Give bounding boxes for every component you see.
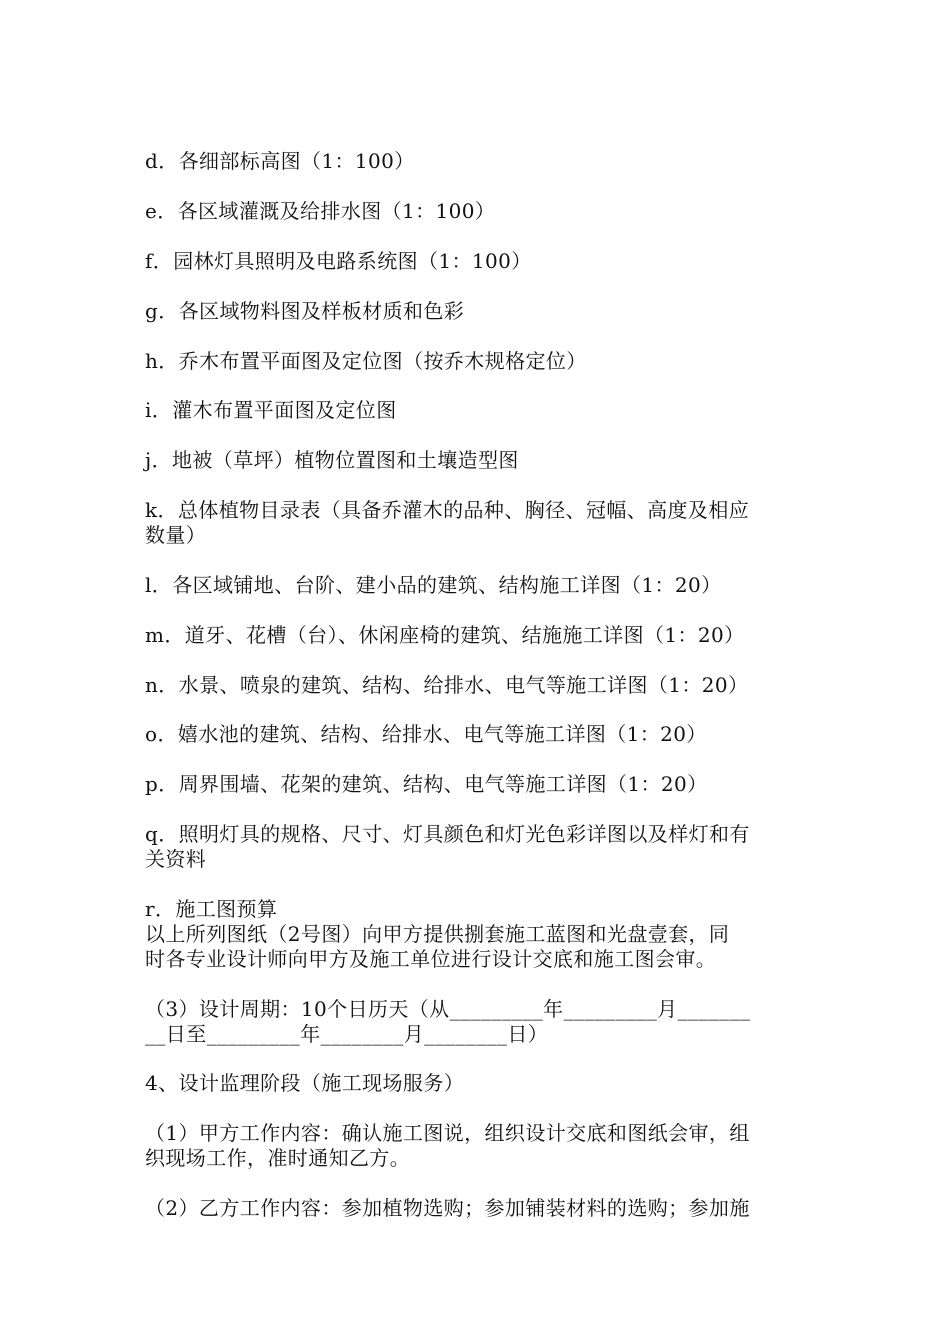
section-heading: 4、设计监理阶段（施工现场服务） [145, 1071, 465, 1095]
list-item-f: f．园林灯具照明及电路系统图（1：100） [145, 249, 532, 273]
list-item-l: l．各区域铺地、台阶、建小品的建筑、结构施工详图（1：20） [145, 573, 722, 597]
party-b-paragraph-line-1: （2）乙方工作内容：参加植物选购；参加铺装材料的选购；参加施 [145, 1196, 750, 1220]
list-item-h: h．乔木布置平面图及定位图（按乔木规格定位） [145, 349, 587, 373]
list-item-g: g．各区域物料图及样板材质和色彩 [145, 299, 465, 323]
list-item-k: k．总体植物目录表（具备乔灌木的品种、胸径、冠幅、高度及相应 [145, 498, 750, 522]
list-item-r: r．施工图预算 [145, 897, 278, 921]
list-item-n: n．水景、喷泉的建筑、结构、给排水、电气等施工详图（1：20） [145, 673, 749, 697]
design-period-line-1: （3）设计周期：10个日历天（从_________年_________月_______ [145, 997, 751, 1021]
design-period-line-2: __日至_________年________月________日） [145, 1022, 549, 1046]
list-item-d: d．各细部标高图（1：100） [145, 149, 415, 173]
list-item-e: e．各区域灌溉及给排水图（1：100） [145, 199, 496, 223]
list-item-m: m．道牙、花槽（台）、休闲座椅的建筑、结施施工详图（1：20） [145, 623, 745, 647]
list-item-j: j．地被（草坪）植物位置图和土壤造型图 [145, 448, 519, 472]
list-item-k-continued: 数量） [145, 523, 207, 547]
list-item-p: p．周界围墙、花架的建筑、结构、电气等施工详图（1：20） [145, 772, 708, 796]
list-item-q: q．照明灯具的规格、尺寸、灯具颜色和灯光色彩详图以及样灯和有 [145, 822, 750, 846]
summary-paragraph-line-2: 时各专业设计师向甲方及施工单位进行设计交底和施工图会审。 [145, 947, 717, 971]
list-item-o: o．嬉水池的建筑、结构、给排水、电气等施工详图（1：20） [145, 722, 707, 746]
list-item-i: i．灌木布置平面图及定位图 [145, 398, 397, 422]
summary-paragraph-line-1: 以上所列图纸（2号图）向甲方提供捌套施工蓝图和光盘壹套，同 [145, 922, 730, 946]
list-item-q-continued: 关资料 [145, 847, 207, 871]
party-a-paragraph-line-1: （1）甲方工作内容：确认施工图说，组织设计交底和图纸会审，组 [145, 1121, 750, 1145]
party-a-paragraph-line-2: 织现场工作，准时通知乙方。 [145, 1146, 411, 1170]
